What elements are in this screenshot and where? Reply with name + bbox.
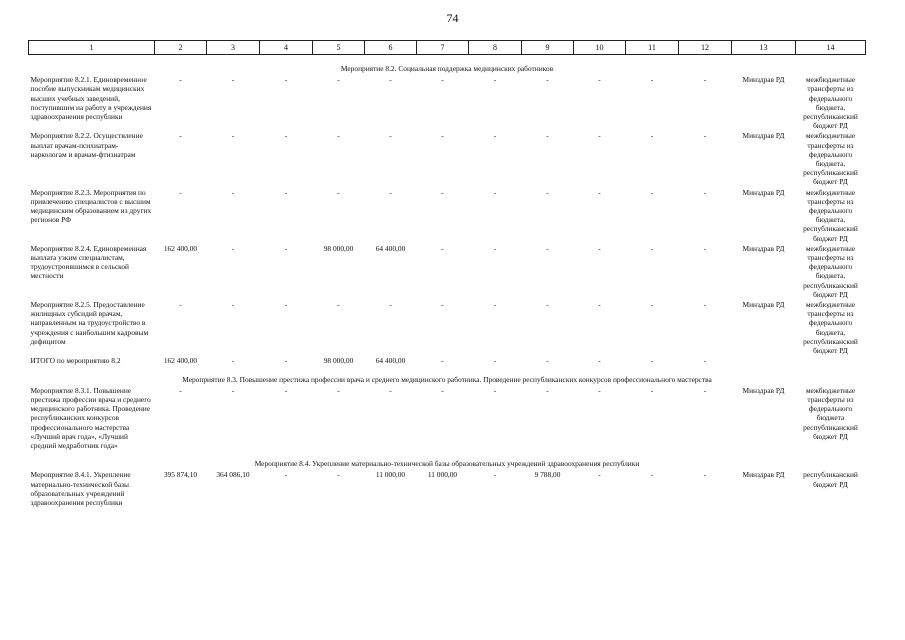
activity-name: ИТОГО по мероприятию 8.2 xyxy=(30,356,121,366)
value-cell: - xyxy=(598,470,601,480)
value-cell: - xyxy=(231,131,235,141)
value-cell: - xyxy=(546,187,549,197)
value-cell: - xyxy=(337,470,340,480)
value-cell: - xyxy=(231,356,235,366)
value-cell: 98 000,00 xyxy=(323,243,354,253)
column-number-row xyxy=(29,41,866,55)
section-title-row xyxy=(29,450,866,469)
value-cell: 11 000,00 xyxy=(375,470,406,480)
value-cell: - xyxy=(598,300,601,310)
column-header: 8 xyxy=(469,41,522,55)
activity-name: Мероприятие 8.3.1. Повышение престижа профессии врача и среднего медицинского работника. Проведение республиканских конкурсов профессионального мастерства «Лучший врач года», «Лучший средний медработник года» xyxy=(30,385,151,450)
column-header: 11 xyxy=(626,41,679,55)
value-cell: - xyxy=(493,75,497,85)
value-cell: - xyxy=(598,243,601,253)
value-cell: - xyxy=(703,385,707,395)
table-row xyxy=(29,187,866,243)
value-cell: - xyxy=(493,131,497,141)
value-cell: - xyxy=(231,75,235,85)
value-cell: - xyxy=(493,356,497,366)
column-header: 9 xyxy=(522,41,574,55)
funding-source-cell: межбюджетные трансферты из федерального бюджета, республиканский бюджет РД xyxy=(803,243,858,299)
section-title-row xyxy=(29,366,866,385)
value-cell: - xyxy=(598,75,601,85)
activity-name: Мероприятие 8.2.5. Предоставление жилищных субсидий врачам, направленным на трудоустройство в учреждения с наибольшим кадровым дефицитом xyxy=(30,300,149,346)
section-title: Мероприятие 8.4. Укрепление материально-технической базы образовательных учреждений здравоохранения республики xyxy=(254,459,640,469)
table-row xyxy=(29,469,866,507)
value-cell: 395 874,10 xyxy=(163,470,198,480)
value-cell: - xyxy=(337,187,340,197)
table-row xyxy=(29,74,866,130)
value-cell: - xyxy=(546,356,549,366)
value-cell: - xyxy=(441,243,444,253)
activity-name: Мероприятие 8.2.4. Единовременная выплата узким специалистам, трудоустроившимся в сельской местности xyxy=(30,243,147,281)
executor-cell: Минздрав РД xyxy=(742,131,785,141)
value-cell: - xyxy=(703,187,707,197)
value-cell: - xyxy=(650,75,654,85)
value-cell: - xyxy=(546,75,549,85)
value-cell: - xyxy=(598,385,601,395)
value-cell: - xyxy=(179,187,182,197)
value-cell: - xyxy=(441,385,444,395)
value-cell: - xyxy=(231,187,235,197)
value-cell: - xyxy=(546,131,549,141)
value-cell: - xyxy=(650,187,654,197)
column-header: 14 xyxy=(796,41,866,55)
value-cell: - xyxy=(179,300,182,310)
value-cell: 162 400,00 xyxy=(163,356,198,366)
activity-name: Мероприятие 8.2.3. Мероприятия по привлечению специалистов с высшим медицинским образованием из других регионов РФ xyxy=(30,187,152,225)
table-body xyxy=(29,41,866,508)
column-header: 3 xyxy=(207,41,260,55)
value-cell: - xyxy=(389,187,392,197)
value-cell: - xyxy=(284,187,288,197)
value-cell: - xyxy=(650,470,654,480)
column-header: 13 xyxy=(732,41,796,55)
value-cell: - xyxy=(389,75,392,85)
value-cell: - xyxy=(441,356,444,366)
value-cell: 64 400,00 xyxy=(375,356,406,366)
table-row xyxy=(29,355,866,365)
activity-name: Мероприятие 8.4.1. Укрепление материально-технической базы образовательных учреждений здравоохранения республики xyxy=(30,470,131,507)
value-cell: 162 400,00 xyxy=(163,243,198,253)
executor-cell: Минздрав РД xyxy=(742,300,785,310)
value-cell: - xyxy=(337,131,340,141)
value-cell: - xyxy=(231,243,235,253)
executor-cell: Минздрав РД xyxy=(742,75,785,85)
value-cell: - xyxy=(650,300,654,310)
value-cell: - xyxy=(179,131,182,141)
executor-cell: Минздрав РД xyxy=(742,470,785,480)
executor-cell: Минздрав РД xyxy=(742,243,785,253)
value-cell: - xyxy=(441,75,444,85)
funding-source-cell: межбюджетные трансферты из федерального бюджета, республиканский бюджет РД xyxy=(803,187,858,243)
value-cell: - xyxy=(231,385,235,395)
value-cell: 9 788,00 xyxy=(534,470,561,480)
value-cell: - xyxy=(441,187,444,197)
value-cell: - xyxy=(598,356,601,366)
value-cell: - xyxy=(231,300,235,310)
value-cell: - xyxy=(546,243,549,253)
table-row xyxy=(29,130,866,186)
column-header: 5 xyxy=(313,41,365,55)
value-cell: - xyxy=(703,131,707,141)
executor-cell: Минздрав РД xyxy=(742,385,785,395)
value-cell: - xyxy=(703,470,707,480)
value-cell: - xyxy=(493,385,497,395)
value-cell: - xyxy=(284,131,288,141)
program-table xyxy=(28,40,866,507)
value-cell: 98 000,00 xyxy=(323,356,354,366)
value-cell: - xyxy=(337,300,340,310)
value-cell: - xyxy=(598,187,601,197)
value-cell: 64 400,00 xyxy=(375,243,406,253)
value-cell: - xyxy=(598,131,601,141)
value-cell: - xyxy=(179,75,182,85)
table-row xyxy=(29,243,866,299)
column-header: 4 xyxy=(260,41,313,55)
column-header: 7 xyxy=(417,41,469,55)
value-cell: - xyxy=(441,300,444,310)
section-title: Мероприятие 8.2. Социальная поддержка медицинских работников xyxy=(340,64,554,73)
section-title-row xyxy=(29,55,866,75)
value-cell: - xyxy=(546,300,549,310)
value-cell: - xyxy=(650,356,654,366)
activity-name: Мероприятие 8.2.1. Единовременное пособие выпускникам медицинских высших учебных заведений, поступившим на работу в учреждения здравоохранения республики xyxy=(30,75,152,122)
value-cell: - xyxy=(441,131,444,141)
value-cell: - xyxy=(179,385,182,395)
value-cell: - xyxy=(650,385,654,395)
value-cell: 11 000,00 xyxy=(427,470,458,480)
funding-source-cell: республиканский бюджет РД xyxy=(803,470,858,489)
page-number: 74 xyxy=(446,11,459,25)
column-header: 6 xyxy=(365,41,417,55)
value-cell: - xyxy=(284,356,288,366)
value-cell: - xyxy=(650,131,654,141)
column-header: 2 xyxy=(155,41,207,55)
funding-source-cell: межбюджетные трансферты из федерального бюджета, республиканский бюджет РД xyxy=(803,300,858,356)
value-cell: - xyxy=(284,75,288,85)
section-title: Мероприятие 8.3. Повышение престижа профессии врача и среднего медицинского работника. Проведение республиканских конкурсов профессионального мастерства xyxy=(182,374,712,384)
value-cell: - xyxy=(703,356,707,366)
funding-source-cell xyxy=(796,355,866,365)
value-cell: - xyxy=(389,300,392,310)
value-cell: - xyxy=(284,385,288,395)
column-header: 1 xyxy=(29,41,155,55)
column-header: 10 xyxy=(574,41,626,55)
value-cell: - xyxy=(284,243,288,253)
value-cell: - xyxy=(493,187,497,197)
value-cell: 364 086,10 xyxy=(216,470,250,480)
activity-name: Мероприятие 8.2.2. Осуществление выплат врачам-психиатрам-наркологам и врачам-фтизиатрам xyxy=(30,131,143,159)
value-cell: - xyxy=(389,131,392,141)
funding-source-cell: межбюджетные трансферты из федерального бюджета республиканский бюджет РД xyxy=(803,385,858,441)
value-cell: - xyxy=(493,300,497,310)
funding-source-cell: межбюджетные трансферты из федерального бюджета, республиканский бюджет РД xyxy=(803,131,858,187)
value-cell: - xyxy=(703,300,707,310)
value-cell: - xyxy=(650,243,654,253)
table-row xyxy=(29,299,866,355)
value-cell: - xyxy=(493,470,497,480)
value-cell: - xyxy=(337,75,340,85)
value-cell: - xyxy=(703,243,707,253)
value-cell: - xyxy=(284,470,288,480)
value-cell: - xyxy=(337,385,340,395)
executor-cell xyxy=(732,355,796,365)
executor-cell: Минздрав РД xyxy=(742,187,785,197)
value-cell: - xyxy=(493,243,497,253)
value-cell: - xyxy=(703,75,707,85)
column-header: 12 xyxy=(679,41,732,55)
table-row xyxy=(29,385,866,450)
value-cell: - xyxy=(284,300,288,310)
funding-source-cell: межбюджетные трансферты из федерального бюджета, республиканский бюджет РД xyxy=(803,75,858,131)
value-cell: - xyxy=(389,385,392,395)
value-cell: - xyxy=(546,385,549,395)
